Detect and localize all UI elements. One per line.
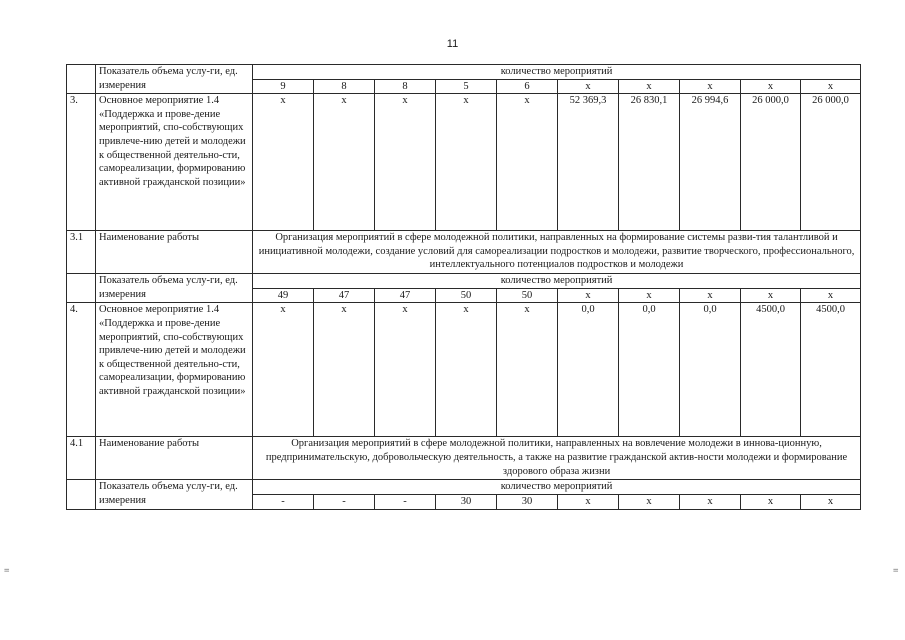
value-cell: х: [619, 288, 680, 303]
value-cell: 47: [375, 288, 436, 303]
row-number-cell: [67, 274, 96, 303]
value-cell: 0,0: [680, 303, 741, 437]
table-row: [67, 231, 861, 274]
work-name-label: Наименование работы: [96, 231, 253, 274]
value-cell: х: [436, 303, 497, 437]
value-cell: х: [558, 494, 619, 509]
work-name-label: Наименование работы: [96, 437, 253, 480]
indicator-label: Показатель объема услу-ги, ед. измерения: [96, 480, 253, 509]
value-cell: х: [680, 79, 741, 94]
value-cell: х: [801, 79, 861, 94]
value-cell: 5: [436, 79, 497, 94]
value-cell: 0,0: [619, 303, 680, 437]
value-cell: 4500,0: [741, 303, 801, 437]
row-number-cell: 3.1: [67, 231, 96, 274]
value-cell: х: [619, 494, 680, 509]
value-cell: 6: [497, 79, 558, 94]
value-cell: 30: [497, 494, 558, 509]
row-number-cell: 4.1: [67, 437, 96, 480]
table-row: [67, 94, 861, 231]
value-cell: 49: [253, 288, 314, 303]
value-cell: х: [314, 303, 375, 437]
value-cell: х: [558, 79, 619, 94]
table-row: [67, 303, 861, 437]
value-cell: х: [314, 94, 375, 231]
value-cell: х: [680, 494, 741, 509]
value-cell: 8: [375, 79, 436, 94]
value-cell: 26 830,1: [619, 94, 680, 231]
value-cell: 50: [497, 288, 558, 303]
units-header: количество мероприятий: [253, 65, 861, 80]
units-header: количество мероприятий: [253, 274, 861, 289]
value-cell: х: [801, 494, 861, 509]
value-cell: х: [680, 288, 741, 303]
value-cell: 30: [436, 494, 497, 509]
value-cell: х: [253, 94, 314, 231]
right-margin-mark: =: [893, 566, 899, 576]
value-cell: 50: [436, 288, 497, 303]
activity-label: Основное мероприятие 1.4 «Поддержка и прове-дение мероприятий, спо-собствующих привлече-нию детей и молодежи к общественной деятельно-сти, самореализации, формированию активной гражданской позиции»: [96, 303, 253, 437]
value-cell: х: [253, 303, 314, 437]
row-number-cell: [67, 65, 96, 94]
table-row: [67, 274, 861, 289]
value-cell: -: [253, 494, 314, 509]
left-margin-mark: =: [4, 566, 10, 576]
value-cell: х: [436, 94, 497, 231]
units-header: количество мероприятий: [253, 480, 861, 495]
work-description: Организация мероприятий в сфере молодежной политики, направленных на вовлечение молодежи в иннова-ционную, предпринимательскую, добровольческую деятельность, а также на развитие гражданской актив-ности молодежи и формирование здорового образа жизни: [253, 437, 861, 480]
value-cell: х: [497, 94, 558, 231]
value-cell: х: [558, 288, 619, 303]
value-cell: 52 369,3: [558, 94, 619, 231]
value-cell: 0,0: [558, 303, 619, 437]
value-cell: 9: [253, 79, 314, 94]
page-number: 11: [446, 38, 459, 50]
value-cell: -: [375, 494, 436, 509]
value-cell: х: [801, 288, 861, 303]
table-row: [67, 65, 861, 80]
table-row: [67, 480, 861, 495]
value-cell: х: [741, 494, 801, 509]
program-table: [66, 64, 861, 510]
activity-label: Основное мероприятие 1.4 «Поддержка и прове-дение мероприятий, спо-собствующих привлече-нию детей и молодежи к общественной деятельно-сти, самореализации, формированию активной гражданской позиции»: [96, 94, 253, 231]
indicator-label: Показатель объема услу-ги, ед. измерения: [96, 274, 253, 303]
row-number-cell: 4.: [67, 303, 96, 437]
value-cell: х: [497, 303, 558, 437]
work-description: Организация мероприятий в сфере молодежной политики, направленных на формирование системы разви-тия талантливой и инициативной молодежи, создание условий для самореализации подростков и молодежи, развитие творческого, профессионального, интеллектуального потенциалов подростков и молодежи: [253, 231, 861, 274]
value-cell: 26 000,0: [741, 94, 801, 231]
value-cell: х: [741, 288, 801, 303]
value-cell: х: [619, 79, 680, 94]
row-number-cell: [67, 480, 96, 509]
value-cell: 26 994,6: [680, 94, 741, 231]
value-cell: 4500,0: [801, 303, 861, 437]
indicator-label: Показатель объема услу-ги, ед. измерения: [96, 65, 253, 94]
value-cell: 26 000,0: [801, 94, 861, 231]
row-number-cell: 3.: [67, 94, 96, 231]
value-cell: х: [741, 79, 801, 94]
value-cell: 47: [314, 288, 375, 303]
value-cell: х: [375, 94, 436, 231]
value-cell: -: [314, 494, 375, 509]
value-cell: 8: [314, 79, 375, 94]
table-row: [67, 437, 861, 480]
value-cell: х: [375, 303, 436, 437]
